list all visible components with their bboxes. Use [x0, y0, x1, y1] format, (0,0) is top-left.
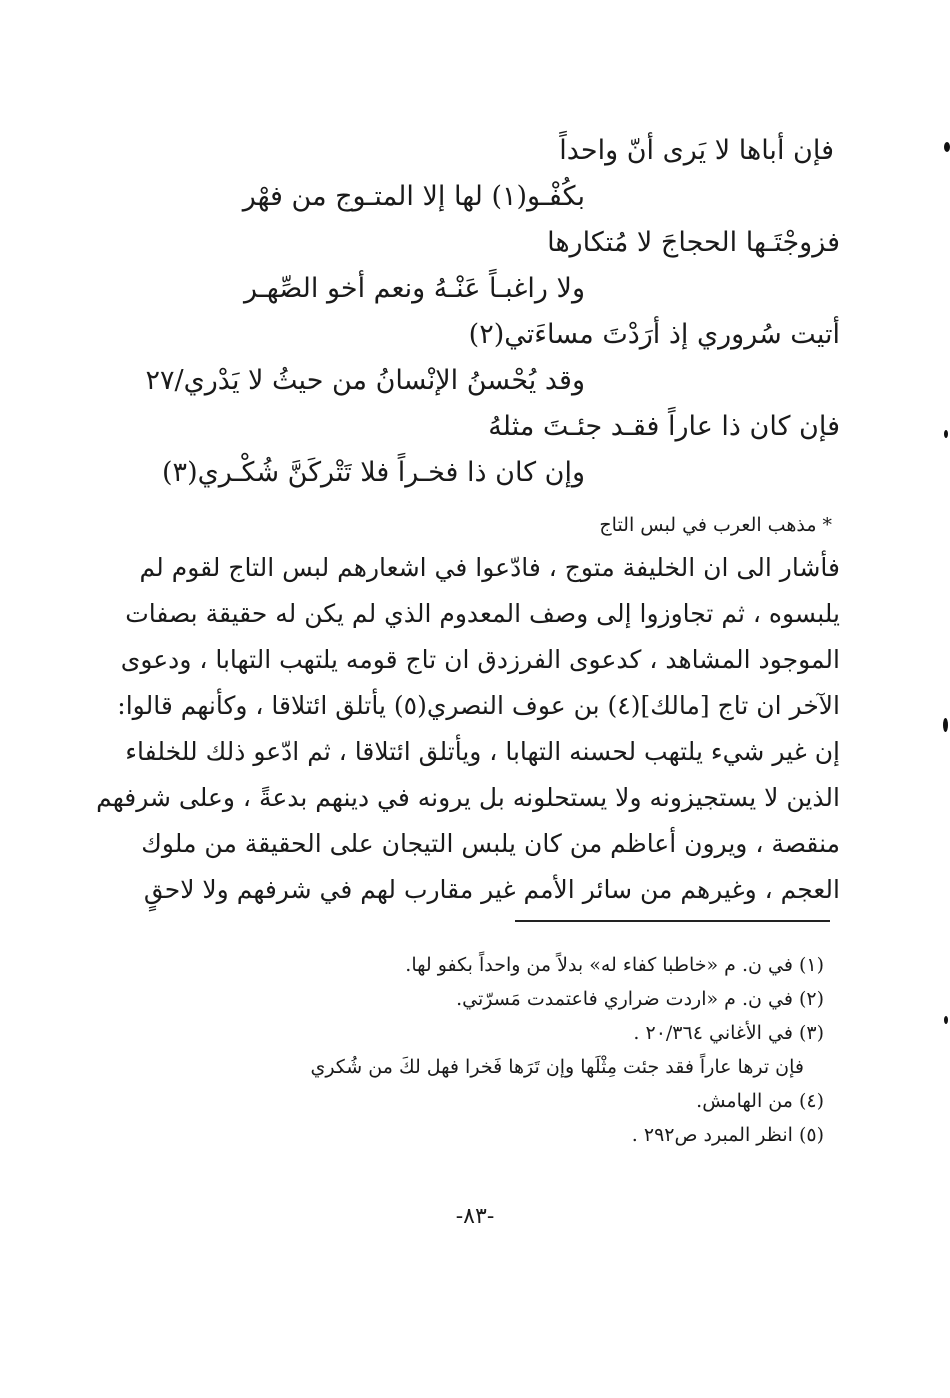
poem-verse: ولا راغبـاً عَنْـهُ ونعم أخو الصِّهـر — [243, 273, 585, 304]
asterisk-icon: * — [822, 514, 832, 536]
footnote: (٤) من الهامش. — [696, 1090, 824, 1112]
body-line: منقصة ، ويرون أعاظم من كان يلبس التيجان على الحقيقة من ملوك — [141, 829, 840, 858]
page-number: -٨٣- — [455, 1204, 495, 1229]
scan-edge-mark — [944, 142, 950, 152]
scan-edge-mark — [944, 1016, 948, 1024]
footnote: (٥) انظر المبرد ص٢٩٢ . — [631, 1124, 824, 1146]
section-heading-text: مذهب العرب في لبس التاج — [599, 514, 817, 536]
scan-edge-mark — [943, 718, 948, 732]
footnote-divider — [515, 920, 830, 922]
body-line: فأشار الى ان الخليفة متوج ، فادّعوا في اشعارهم لبس التاج لقوم لم — [139, 553, 840, 582]
footnote: (٢) في ن. م «اردت ضراري فاعتمدت مَسرّتي. — [456, 988, 824, 1010]
body-line: الذين لا يستجيزونه ولا يستحلونه بل يرونه في دينهم بدعةً ، وعلى شرفهم — [96, 783, 840, 812]
footnote: (٣) في الأغاني ٢٠/٣٦٤ . — [633, 1022, 824, 1044]
poem-verse: فزوجْتَـها الحجاجَ لا مُتكارها — [547, 227, 840, 258]
footnote: (١) في ن. م «خاطبا كفاء له» بدلاً من واحداً بكفو لها. — [405, 954, 824, 976]
body-line: الآخر ان تاج [مالك](٤) بن عوف النصري(٥) يأتلق ائتلاقا ، وكأنهم قالوا: — [117, 691, 840, 720]
footnote-verse: فإن ترها عاراً فقد جئت مِثْلَها وإن تَرَها فَخرا فهل لكَ من شُكري — [310, 1056, 804, 1078]
poem-verse: فإن أباها لا يَرى أنّ واحداً — [559, 135, 834, 166]
poem — [145, 128, 840, 496]
footnotes — [164, 948, 824, 1152]
poem-verse: أتيت سُروري إذ أرَدْتَ مساءَتي(٢) — [468, 319, 840, 350]
body-line: يلبسوه ، ثم تجاوزوا إلى وصف المعدوم الذي لم يكن له حقيقة بصفات — [125, 599, 840, 628]
body-line: الموجود المشاهد ، كدعوى الفرزدق ان تاج قومه يلتهب التهابا ، ودعوى — [120, 645, 840, 674]
body-line: إن غير شيء يلتهب لحسنه التهابا ، ويأتلق ائتلاقا ، ثم ادّعو ذلك للخلفاء — [125, 737, 840, 766]
scan-edge-mark — [944, 430, 948, 438]
section-body — [96, 545, 840, 913]
poem-verse: بكُفْـو(١) لها إلا المتـوج من فهْر — [242, 181, 585, 212]
poem-verse: وقد يُحْسنُ الإنْسانُ من حيثُ لا يَدْري/٢٧ — [145, 365, 585, 396]
poem-verse: وإن كان ذا فخـراً فلا تَتْركَنَّ شُكْـري(٣) — [162, 457, 585, 488]
section-heading — [599, 512, 832, 538]
poem-verse: فإن كان ذا عاراً فقـد جئـتَ مثلهُ — [488, 411, 840, 442]
body-line: العجم ، وغيرهم من سائر الأمم غير مقارب لهم في شرفهم ولا لاحقٍ — [143, 875, 840, 904]
